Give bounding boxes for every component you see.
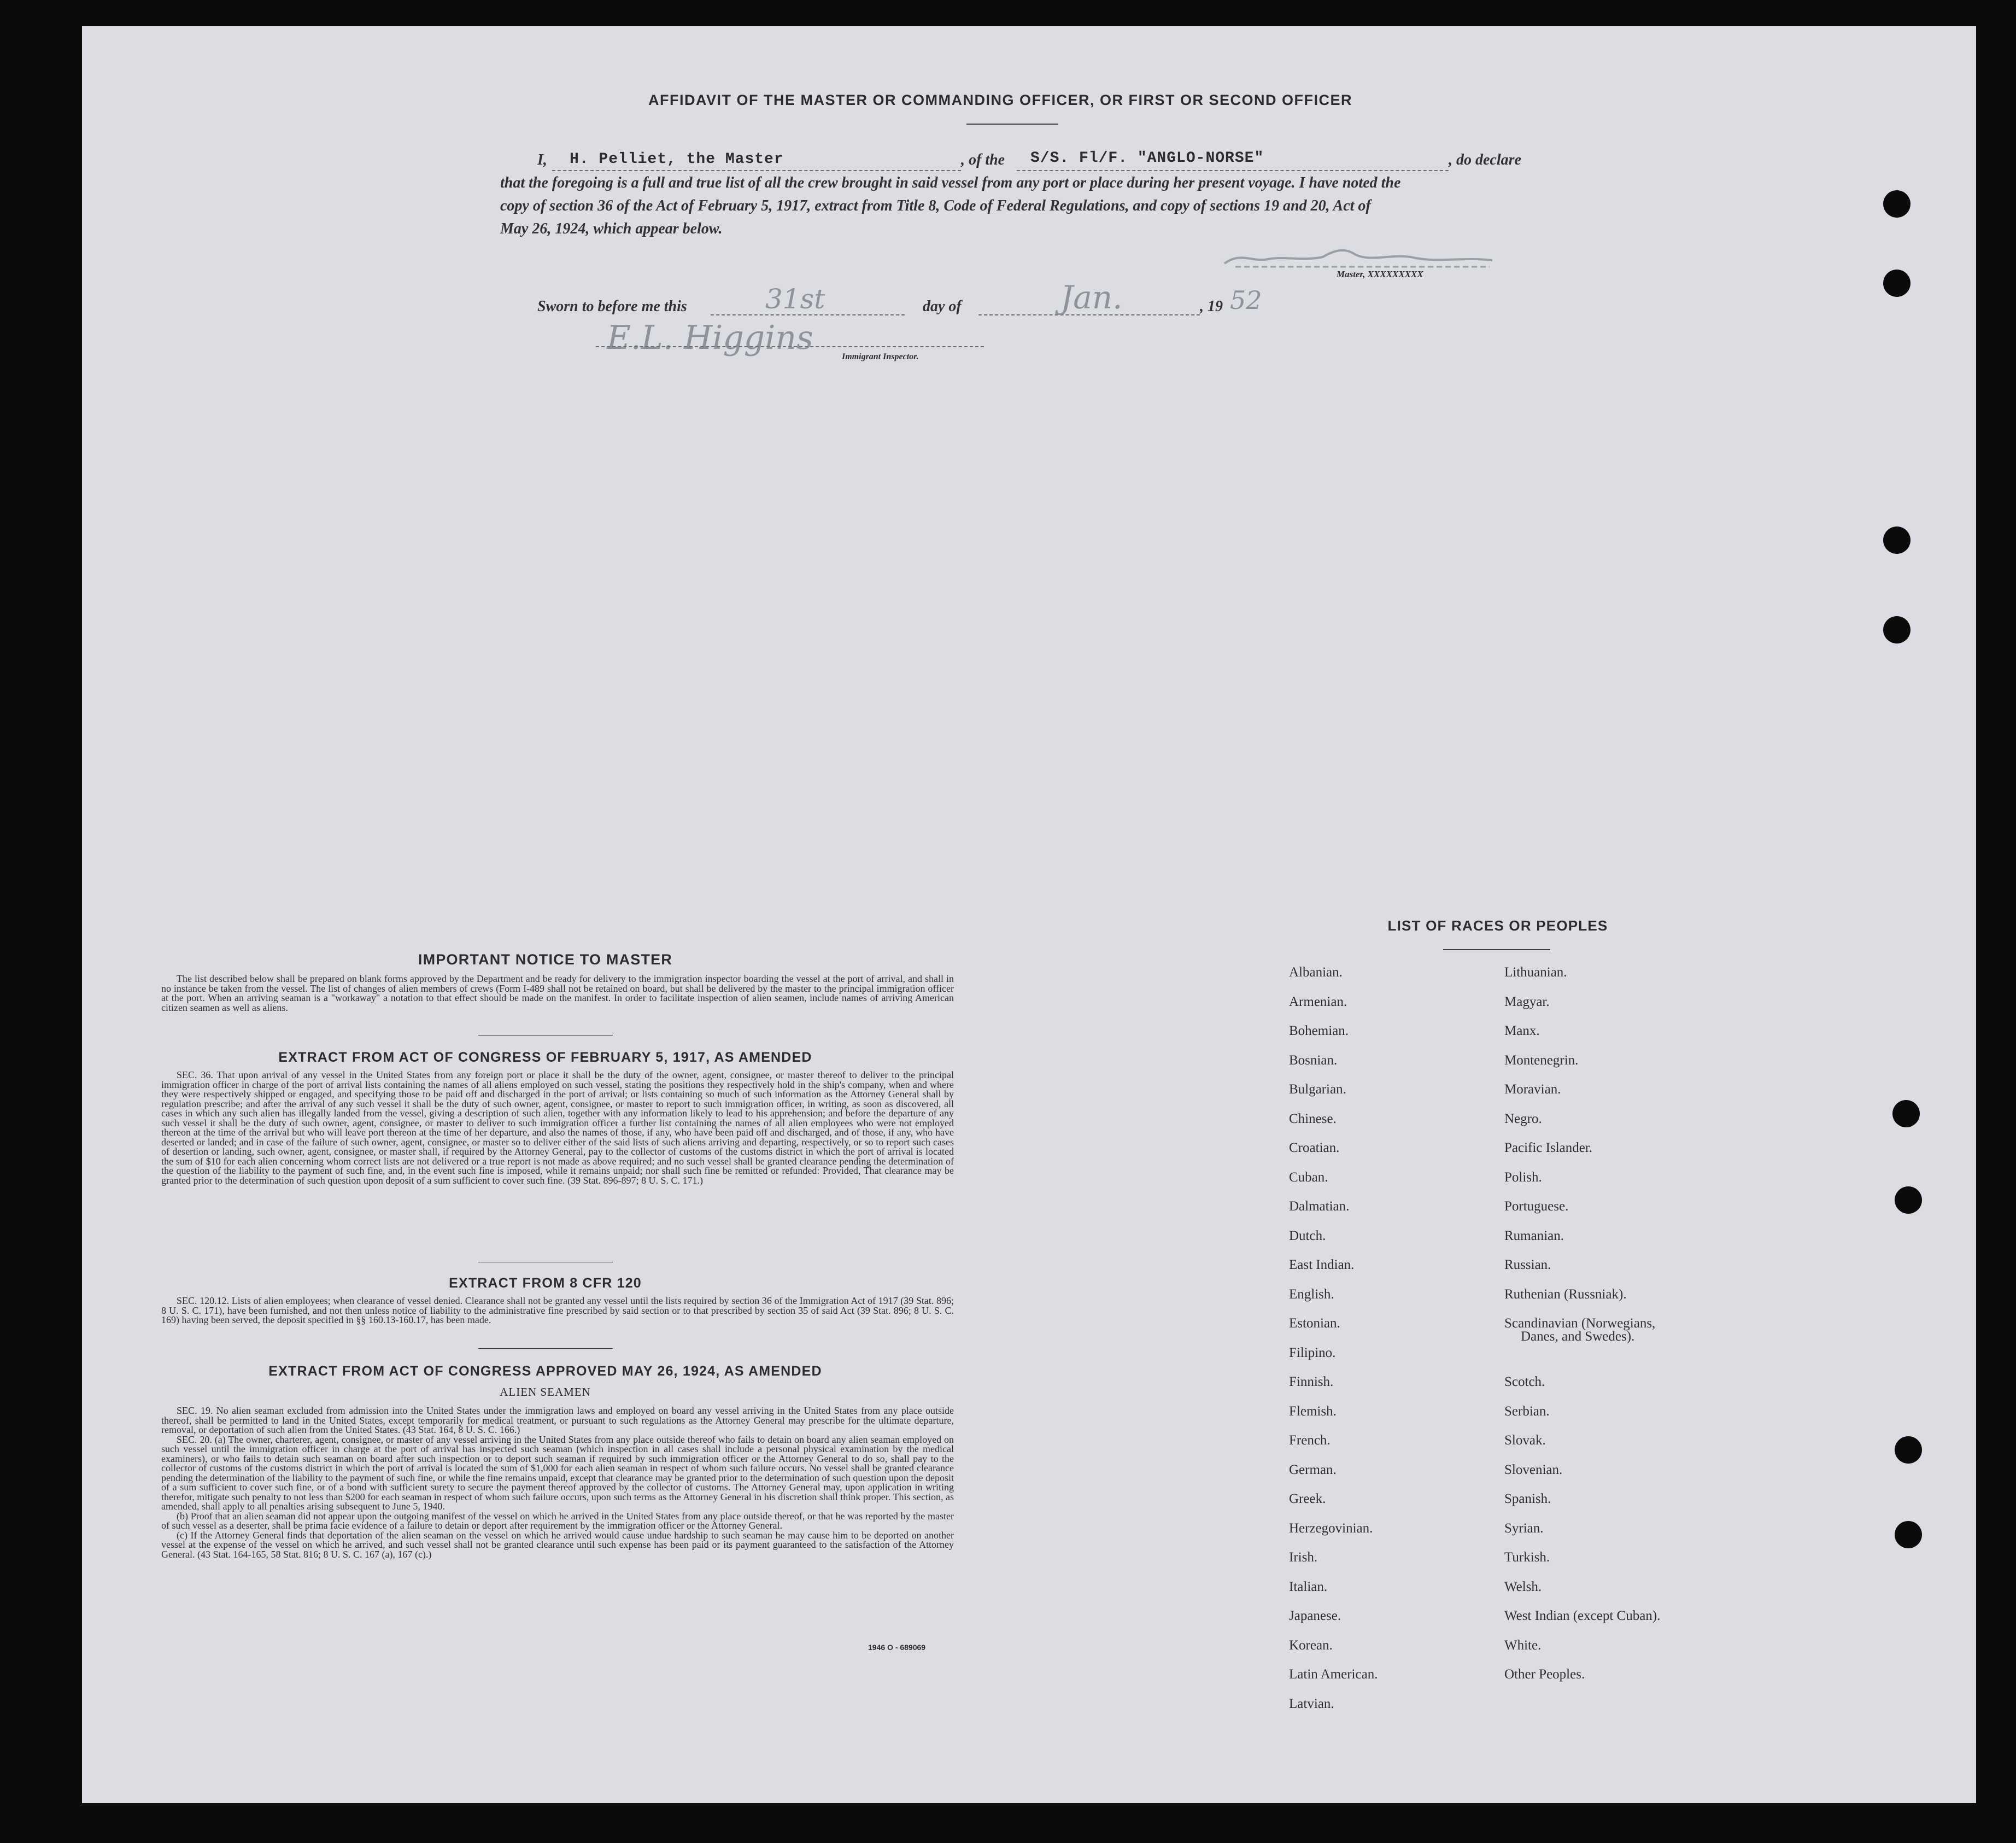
declaration-line3: copy of section 36 of the Act of February 5, 1917, extract from Title 8, Code of Federal Regulations, and copy of sections 19 and 20, Act of: [500, 197, 1371, 214]
do-declare-label: , do declare: [1449, 151, 1521, 168]
sec19-text: SEC. 19. No alien seaman excluded from admission into the United States under the immigration laws and employed on board any vessel arriving in the United States from any place outside thereof, shall be permitted to land in the United States, except temporarily for medical treatment, or pursuant to such regulations as the Attorney General may prescribe for the ultimate departure, removal, or deportation of such alien from the United States. (43 Stat. 164, 8 U. S. C. 166.): [161, 1405, 954, 1435]
sec20b-text: (b) Proof that an alien seaman did not appear upon the outgoing manifest of the vessel on which he arrived in the United States from any place outside thereof, or that he was reported by the master of such vessel as a deserter, shall be prima facie evidence of a failure to detain or deport after requirement by the immigration officer or the Attorney General.: [161, 1510, 954, 1531]
vessel-name-field: S/S. Fl/F. "ANGLO-NORSE": [1030, 150, 1264, 167]
year-handwritten: 52: [1230, 285, 1262, 315]
extract-cfr-title: EXTRACT FROM 8 CFR 120: [449, 1276, 642, 1291]
race-item: White.: [1504, 1637, 1542, 1653]
race-item: Russian.: [1504, 1257, 1551, 1272]
race-item: Bohemian.: [1289, 1023, 1349, 1038]
extract-1924-title: EXTRACT FROM ACT OF CONGRESS APPROVED MAY 26, 1924, AS AMENDED: [268, 1364, 822, 1379]
punch-hole: [1883, 526, 1910, 554]
race-item: Flemish.: [1289, 1403, 1337, 1419]
race-item: French.: [1289, 1433, 1331, 1448]
punch-hole: [1895, 1521, 1922, 1548]
punch-hole: [1892, 1100, 1920, 1127]
declaration-line2: that the foregoing is a full and true list of all the crew brought in said vessel from any port or place during her present voyage. I have noted the: [500, 174, 1401, 191]
race-item: Pacific Islander.: [1504, 1140, 1593, 1155]
of-the-label: , of the: [961, 151, 1005, 168]
race-item: Portuguese.: [1504, 1199, 1569, 1214]
inspector-label: Immigrant Inspector.: [842, 352, 919, 361]
declaration-body: [500, 172, 1536, 241]
race-item: Polish.: [1504, 1169, 1542, 1185]
divider: [1443, 949, 1550, 950]
extract-cfr-text: SEC. 120.12. Lists of alien employees; when clearance of vessel denied. Clearance shall not be granted any vessel until the lists required by section 36 of the Immigration Act of 1917 (39 Stat. 896; 8 U. S. C. 171), have been furnished, and not then unless notice of liability to the administrative fine prescribed by said section or to that prescribed by section 35 of said Act (39 Stat. 896; 8 U. S. C. 169) having been served, the deposit specified in §§ 160.13-160.17, has been made.: [161, 1295, 954, 1325]
race-item: Latvian.: [1289, 1696, 1334, 1711]
race-item: Spanish.: [1504, 1491, 1551, 1506]
race-item: Bulgarian.: [1289, 1082, 1346, 1097]
punch-hole: [1895, 1436, 1922, 1464]
notice-text: The list described below shall be prepared on blank forms approved by the Department and be ready for delivery to the immigration inspector boarding the vessel at the port of arrival, and shall in no instance be taken from the vessel. The list of changes of alien members of crews (Form I-489 shall not be retained on board, but shall be delivered by the master to the principal immigration officer at the port. When an arriving seaman is a "workaway" a notation to that effect should be made on the manifest. In order to facilitate inspection of alien seamen, include names of arriving American citizen seamen as well as aliens.: [161, 973, 954, 1013]
extract-1924-body: [161, 1406, 954, 1559]
race-item: Latin American.: [1289, 1667, 1378, 1682]
punch-hole: [1895, 1186, 1922, 1214]
sworn-month-handwritten: Jan.: [1060, 279, 1123, 316]
race-item: Manx.: [1504, 1023, 1540, 1038]
race-item: Dutch.: [1289, 1228, 1326, 1243]
race-item: Negro.: [1504, 1111, 1542, 1126]
divider: [966, 124, 1058, 125]
race-item: Scotch.: [1504, 1374, 1545, 1389]
day-of-label: day of: [923, 298, 962, 315]
inspector-signature: E.L. Higgins: [607, 319, 813, 357]
race-item: Serbian.: [1504, 1403, 1550, 1419]
print-code: 1946 O - 689069: [868, 1643, 926, 1652]
race-item: Estonian.: [1289, 1316, 1340, 1331]
race-item: East Indian.: [1289, 1257, 1355, 1272]
punch-hole: [1883, 616, 1910, 643]
race-item: Armenian.: [1289, 994, 1347, 1009]
sec20a-text: SEC. 20. (a) The owner, charterer, agent, consignee, or master of any vessel arriving in the United States from any place outside thereof who fails to detain on board any alien seaman employed on such vessel until the immigration officer in charge at the port of arrival has inspected such seaman (which inspection in all cases shall include a personal physical examination by the medical examiners), or who fails to detain such seaman on board after such inspection or to deport such seaman if required by such immigration officer or the Attorney General to do so, shall pay to the collector of customs of the customs district in which the port of arrival is located the sum of $1,000 for each alien seaman in respect of whom such failure occurs. No vessel shall be granted clearance pending the determination of the liability to the payment of such fine, or while the fine remains unpaid, except that clearance may be granted prior to the determination of such question upon the deposit of a sum sufficient to cover such fine, or of a bond with sufficient surety to secure the payment thereof approved by the collector of customs. The Attorney General may, upon application in writing therefor, mitigate such penalty to not less than $200 for each seaman in respect of whom such failure occurs, upon such terms as the Attorney General in his discretion shall think proper. This section, as amended, shall apply to all penalties arising subsequent to June 5, 1940.: [161, 1434, 954, 1512]
race-item: Italian.: [1289, 1579, 1328, 1594]
race-item: English.: [1289, 1286, 1334, 1302]
races-title: LIST OF RACES OR PEOPLES: [1387, 917, 1608, 934]
race-item: Montenegrin.: [1504, 1052, 1579, 1068]
race-item: Cuban.: [1289, 1169, 1328, 1185]
race-item: Other Peoples.: [1504, 1667, 1585, 1682]
master-signature: [1219, 241, 1503, 273]
race-item: Albanian.: [1289, 965, 1343, 980]
sec20c-text: (c) If the Attorney General finds that deportation of the alien seaman on the vessel on which he arrived would cause undue hardship to such seaman he may cause him to be deported on another vessel at the expense of the vessel on which he arrived, and such vessel shall not be granted clearance until such expense has been paid or its payment guaranteed to the satisfaction of the Attorney General. (43 Stat. 164-165, 58 Stat. 816; 8 U. S. C. 167 (a), 167 (c).): [161, 1529, 954, 1560]
master-name-field: H. Pelliet, the Master: [570, 151, 784, 168]
sworn-label: Sworn to before me this: [537, 298, 687, 315]
master-label: Master, XXXXXXXXX: [1337, 269, 1423, 279]
i-label: I,: [537, 151, 547, 168]
notice-title: IMPORTANT NOTICE TO MASTER: [418, 951, 673, 968]
name-field-line: [552, 170, 961, 171]
race-item: Croatian.: [1289, 1140, 1340, 1155]
extract-1924-subtitle: ALIEN SEAMEN: [500, 1385, 591, 1399]
race-item: West Indian (except Cuban).: [1504, 1608, 1661, 1623]
declaration-line4: May 26, 1924, which appear below.: [500, 220, 723, 237]
vessel-field-line: [1017, 170, 1449, 171]
race-item: Lithuanian.: [1504, 965, 1567, 980]
race-item: Irish.: [1289, 1550, 1318, 1565]
race-item: Bosnian.: [1289, 1052, 1338, 1068]
race-item: German.: [1289, 1462, 1337, 1477]
race-item: Greek.: [1289, 1491, 1326, 1506]
race-item: Korean.: [1289, 1637, 1333, 1653]
extract-1917-text: SEC. 36. That upon arrival of any vessel in the United States from any foreign port or place it shall be the duty of the owner, agent, consignee, or master thereof to deliver to the principal immigration officer in charge of the port of arrival lists containing the names of all aliens employed on such vessel, stating the positions they respectively hold in the ship's company, when and where they were respectively shipped or engaged, and specifying those to be paid off and discharged in the port of arrival; or lists containing so much of such information as the Attorney General shall by regulation prescribe; and after the arrival of any such vessel it shall be the duty of such owner, agent, consignee, or master to report to such immigration officer, in writing, as soon as discovered, all cases in which any such alien has illegally landed from the vessel, giving a description of such alien, together with any information likely to lead to his apprehension; and before the departure of any such vessel it shall be the duty of such owner, agent, consignee, or master to deliver to such immigration officer a further list containing the names of all alien employees who were not employed thereon at the time of the arrival but who will leave port thereon at the time of her departure, and also the names of those, if any, who have been paid off and discharged, and of those, if any, who have deserted or landed; and in case of the failure of such owner, agent, consignee, or master so to deliver either of the said lists of such aliens arriving and departing, respectively, or so to report such cases of desertion or landing, such owner, agent, consignee, or master shall, if required by the Attorney General, pay to the collector of customs of the customs district in which the port of arrival is located the sum of $10 for each alien concerning whom correct lists are not delivered or a true report is not made as above required; and no such vessel shall be granted clearance pending the determination of the question of the liability to the payment of such fine, and, in the event such fine is imposed, while it remains unpaid; nor shall such fine be remitted or refunded: Provided, That clearance may be granted prior to the determination of such question upon deposit of a sum sufficient to cover such fine. (39 Stat. 896-897; 8 U. S. C. 171.): [161, 1069, 954, 1186]
race-item: Scandinavian (Norwegians,: [1504, 1316, 1656, 1331]
divider: [478, 1348, 613, 1349]
race-item: Turkish.: [1504, 1550, 1550, 1565]
sworn-day-handwritten: 31st: [765, 283, 825, 315]
affidavit-title: AFFIDAVIT OF THE MASTER OR COMMANDING OFFICER, OR FIRST OR SECOND OFFICER: [648, 92, 1352, 108]
race-item: Finnish.: [1289, 1374, 1334, 1389]
punch-hole: [1883, 190, 1910, 218]
race-item: Chinese.: [1289, 1111, 1337, 1126]
race-item: Slovak.: [1504, 1433, 1546, 1448]
race-item: Dalmatian.: [1289, 1199, 1350, 1214]
race-item: Syrian.: [1504, 1520, 1544, 1536]
race-item: Danes, and Swedes).: [1521, 1329, 1635, 1344]
inspector-line: [596, 346, 984, 347]
extract-1917-title: EXTRACT FROM ACT OF CONGRESS OF FEBRUARY 5, 1917, AS AMENDED: [278, 1050, 812, 1065]
punch-hole: [1883, 270, 1910, 297]
declaration-line1: [537, 149, 547, 172]
race-item: Slovenian.: [1504, 1462, 1563, 1477]
race-item: Japanese.: [1289, 1608, 1341, 1623]
year-prefix: , 19: [1200, 298, 1223, 315]
race-item: Moravian.: [1504, 1082, 1561, 1097]
race-item: Magyar.: [1504, 994, 1550, 1009]
race-item: Welsh.: [1504, 1579, 1542, 1594]
race-item: Filipino.: [1289, 1345, 1336, 1360]
race-item: Rumanian.: [1504, 1228, 1564, 1243]
race-item: Herzegovinian.: [1289, 1520, 1373, 1536]
race-item: Ruthenian (Russniak).: [1504, 1286, 1627, 1302]
